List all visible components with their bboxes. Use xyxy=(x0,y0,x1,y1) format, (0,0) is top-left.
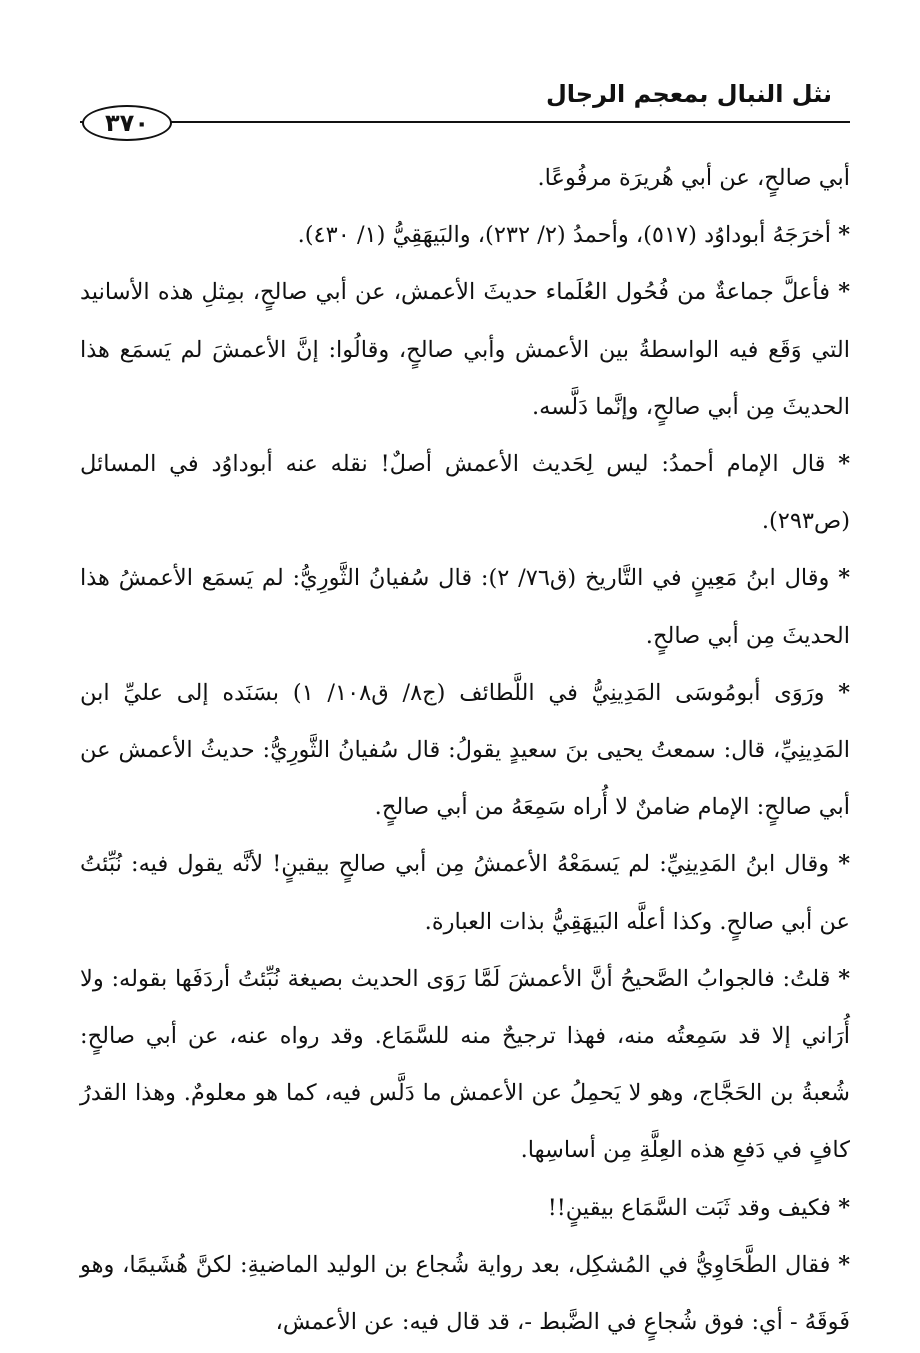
paragraph-text: فكيف وقد ثَبَت السَّمَاع بيقينٍ!! xyxy=(547,1194,832,1221)
page-number: ٣٧٠ xyxy=(82,105,172,141)
paragraph xyxy=(80,150,850,207)
paragraph xyxy=(80,836,850,950)
paragraph xyxy=(80,207,850,264)
asterisk-marker: * xyxy=(838,1194,850,1221)
paragraph xyxy=(80,436,850,550)
running-title: نثل النبال بمعجم الرجال xyxy=(545,80,832,108)
paragraph xyxy=(80,550,850,664)
paragraph xyxy=(80,1237,850,1351)
paragraph-text: فقال الطَّحَاوِيُّ في المُشكِل، بعد رواية شُجاع بن الوليد الماضيةِ: لكنَّ هُشَيمًا، وهو فَوقَهُ - أي: فوق شُجاعٍ في الضَّبط -، قد قال فيه: عن الأعمش، xyxy=(80,1251,850,1336)
paragraph-text: أخرَجَهُ أبوداوُد (٥١٧)، وأحمدُ (٢/ ٢٣٢)، والبَيهَقِيُّ (١/ ٤٣٠). xyxy=(297,222,832,249)
paragraph-text: أبي صالحٍ، عن أبي هُريرَة مرفُوعًا. xyxy=(537,165,850,191)
asterisk-marker: * xyxy=(838,679,850,706)
paragraph-text: فأعلَّ جماعةٌ من فُحُول العُلَماء حديثَ الأعمش، عن أبي صالحٍ، بمِثلِ هذه الأسانيد التي وَقَع فيه الواسطةُ بين الأعمش وأبي صالحٍ، وقالُوا: إنَّ الأعمشَ لم يَسمَع هذا الحديثَ مِن أبي صالحٍ، وإنَّما دَلَّسه. xyxy=(80,279,850,420)
asterisk-marker: * xyxy=(838,851,850,878)
paragraph-text: وقال ابنُ مَعِينٍ في التَّاريخ (ق٧٦/ ٢): قال سُفيانُ الثَّورِيُّ: لم يَسمَع الأعمشُ هذا الحديثَ مِن أبي صالحٍ. xyxy=(80,565,850,649)
paragraph xyxy=(80,951,850,1180)
paragraph-text: قلتُ: فالجوابُ الصَّحيحُ أنَّ الأعمشَ لَمَّا رَوَى الحديث بصيغة نُبِّئتُ أردَفَها بقوله: ولا أُرَاني إلا قد سَمِعتُه منه، فهذا ترجيحٌ منه للسَّمَاع. وقد رواه عنه، عن أبي صالحٍ: شُعبةُ بن الحَجَّاج، وهو لا يَحمِلُ عن الأعمش ما دَلَّس فيه، كما هو معلومٌ. وهذا القدرُ كافٍ في دَفعِ هذه العِلَّةِ مِن أساسِها. xyxy=(80,965,850,1164)
asterisk-marker: * xyxy=(838,279,850,306)
body-text xyxy=(80,150,850,1351)
asterisk-marker: * xyxy=(838,222,850,249)
asterisk-marker: * xyxy=(838,451,850,478)
paragraph-text: وقال ابنُ المَدِينِيِّ: لم يَسمَعْهُ الأعمشُ مِن أبي صالحٍ بيقينٍ! لأنَّه يقول فيه: نُبِّئتُ عن أبي صالحٍ. وكذا أعلَّه البَيهَقِيُّ بذات العبارة. xyxy=(80,851,850,935)
paragraph-text: قال الإمام أحمدُ: ليس لِحَديث الأعمش أصلٌ! نقله عنه أبوداوُد في المسائل (ص٢٩٣). xyxy=(80,451,850,535)
paragraph-text: ورَوَى أبومُوسَى المَدِينِيُّ في اللَّطائف (ج٨/ ق١٠٨/ ١) بسَنَده إلى عليِّ ابن المَدِينِيِّ، قال: سمعتُ يحيى بنَ سعيدٍ يقولُ: قال سُفيانُ الثَّورِيُّ: حديثُ الأعمش عن أبي صالحٍ: الإمام ضامنٌ لا أُراه سَمِعَهُ من أبي صالحٍ. xyxy=(80,679,850,821)
page-header xyxy=(0,0,920,150)
asterisk-marker: * xyxy=(838,565,851,592)
header-rule xyxy=(80,121,850,123)
paragraph xyxy=(80,665,850,837)
asterisk-marker: * xyxy=(838,1251,850,1278)
paragraph xyxy=(80,1180,850,1237)
asterisk-marker: * xyxy=(838,965,850,992)
paragraph xyxy=(80,264,850,436)
